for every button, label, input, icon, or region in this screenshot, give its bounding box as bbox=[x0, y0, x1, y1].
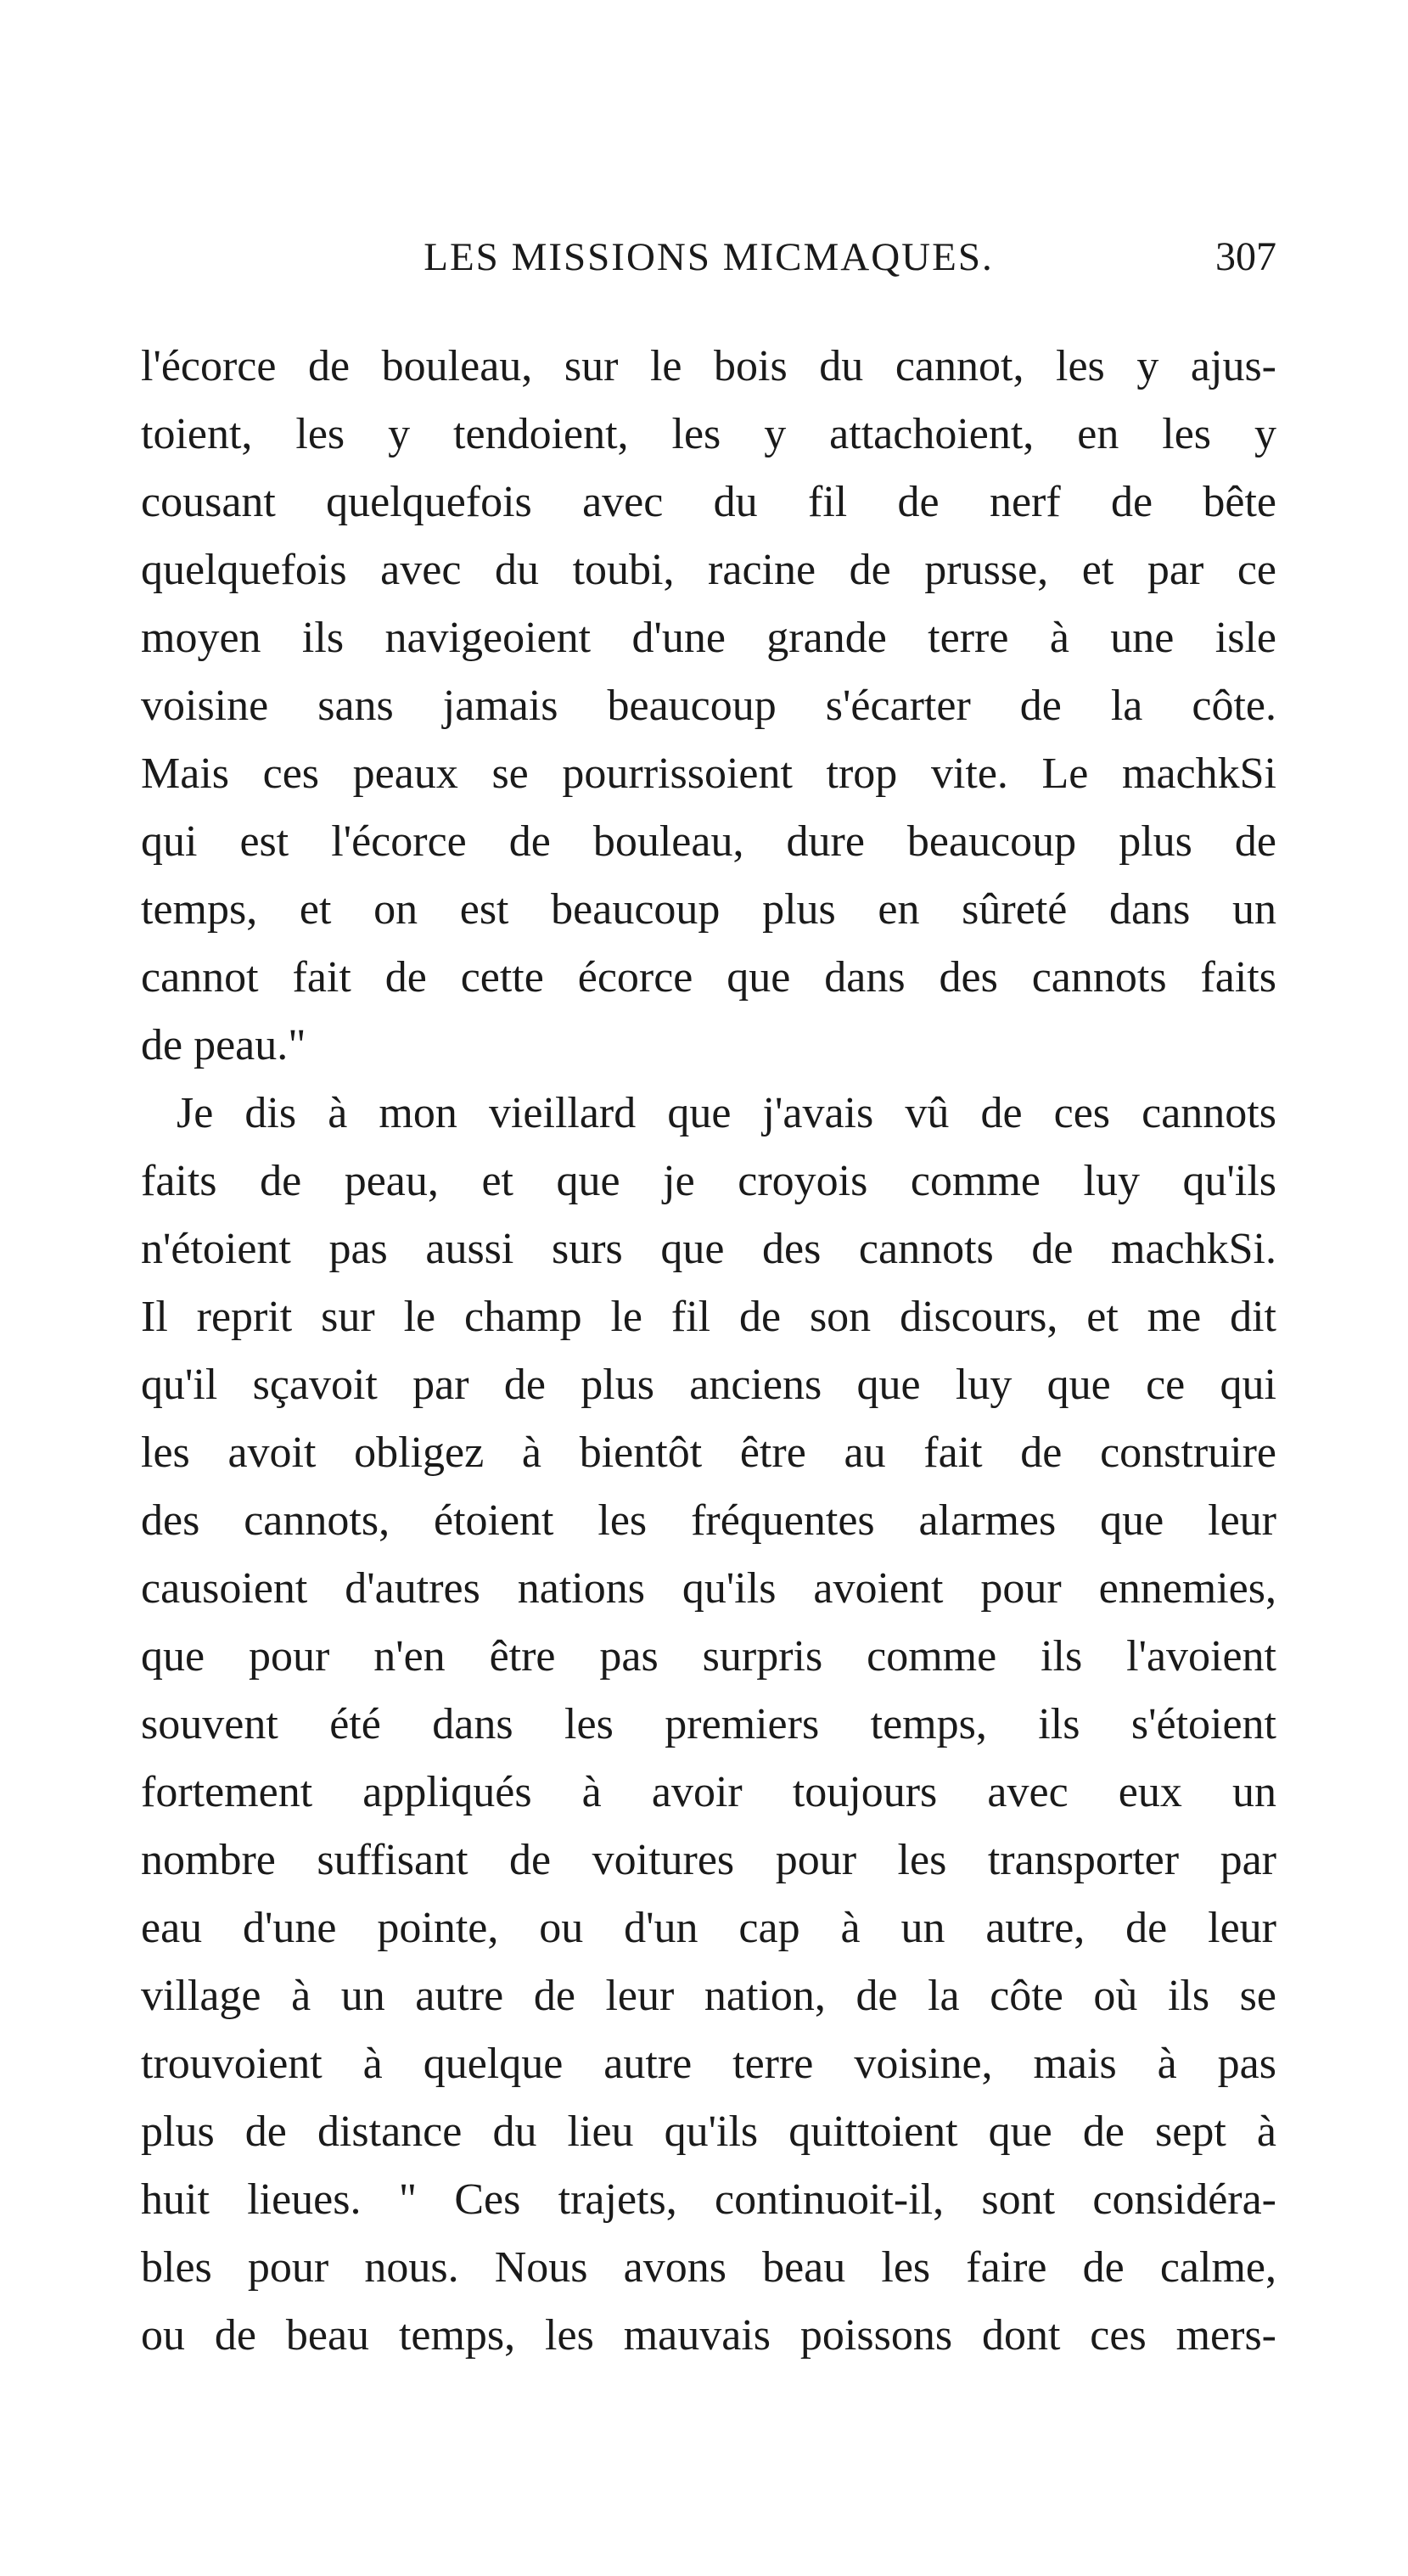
text-line: des cannots, étoient les fréquentes alarmes que leur bbox=[141, 1496, 1276, 1545]
text-line: n'étoient pas aussi surs que des cannots de machkSi. bbox=[141, 1225, 1276, 1273]
text-line: nombre suffisant de voitures pour les transporter par bbox=[141, 1836, 1276, 1884]
text-line: Mais ces peaux se pourrissoient trop vite. Le machkSi bbox=[141, 749, 1276, 798]
text-line: souvent été dans les premiers temps, ils s'étoient bbox=[141, 1700, 1276, 1748]
page-number: 307 bbox=[1215, 234, 1276, 279]
text-line: que pour n'en être pas surpris comme ils l'avoient bbox=[141, 1632, 1276, 1681]
body-text bbox=[141, 333, 1276, 2370]
text-line: l'écorce de bouleau, sur le bois du cannot, les y ajus- bbox=[141, 342, 1276, 390]
text-line: ou de beau temps, les mauvais poissons dont ces mers- bbox=[141, 2311, 1276, 2360]
text-line: Il reprit sur le champ le fil de son discours, et me dit bbox=[141, 1293, 1276, 1341]
text-line: qu'il sçavoit par de plus anciens que luy que ce qui bbox=[141, 1361, 1276, 1409]
text-line-paragraph-end: de peau." bbox=[141, 1021, 306, 1069]
text-line: causoient d'autres nations qu'ils avoient pour ennemies, bbox=[141, 1564, 1276, 1613]
text-line: voisine sans jamais beaucoup s'écarter de la côte. bbox=[141, 682, 1276, 730]
text-line: cousant quelquefois avec du fil de nerf de bête bbox=[141, 478, 1276, 526]
text-line: trouvoient à quelque autre terre voisine, mais à pas bbox=[141, 2040, 1276, 2088]
text-line: fortement appliqués à avoir toujours avec eux un bbox=[141, 1768, 1276, 1816]
text-line: cannot fait de cette écorce que dans des cannots faits bbox=[141, 953, 1276, 1002]
text-line: quelquefois avec du toubi, racine de prusse, et par ce bbox=[141, 546, 1276, 594]
text-line: moyen ils navigeoient d'une grande terre à une isle bbox=[141, 614, 1276, 662]
text-line: village à un autre de leur nation, de la côte où ils se bbox=[141, 1972, 1276, 2020]
text-line: les avoit obligez à bientôt être au fait de construire bbox=[141, 1428, 1276, 1477]
text-line-paragraph-start: Je dis à mon vieillard que j'avais vû de ces cannots bbox=[177, 1089, 1276, 1137]
text-line: temps, et on est beaucoup plus en sûreté dans un bbox=[141, 885, 1276, 934]
text-line: bles pour nous. Nous avons beau les faire de calme, bbox=[141, 2243, 1276, 2292]
text-line: plus de distance du lieu qu'ils quittoient que de sept à bbox=[141, 2107, 1276, 2156]
page-header bbox=[141, 227, 1276, 287]
text-line: qui est l'écorce de bouleau, dure beaucoup plus de bbox=[141, 817, 1276, 866]
running-title: LES MISSIONS MICMAQUES. bbox=[424, 235, 994, 279]
text-line: toient, les y tendoient, les y attachoient, en les y bbox=[141, 410, 1276, 458]
text-line: faits de peau, et que je croyois comme luy qu'ils bbox=[141, 1157, 1276, 1205]
text-line: huit lieues. " Ces trajets, continuoit-il, sont considéra- bbox=[141, 2175, 1276, 2224]
text-line: eau d'une pointe, ou d'un cap à un autre, de leur bbox=[141, 1904, 1276, 1952]
